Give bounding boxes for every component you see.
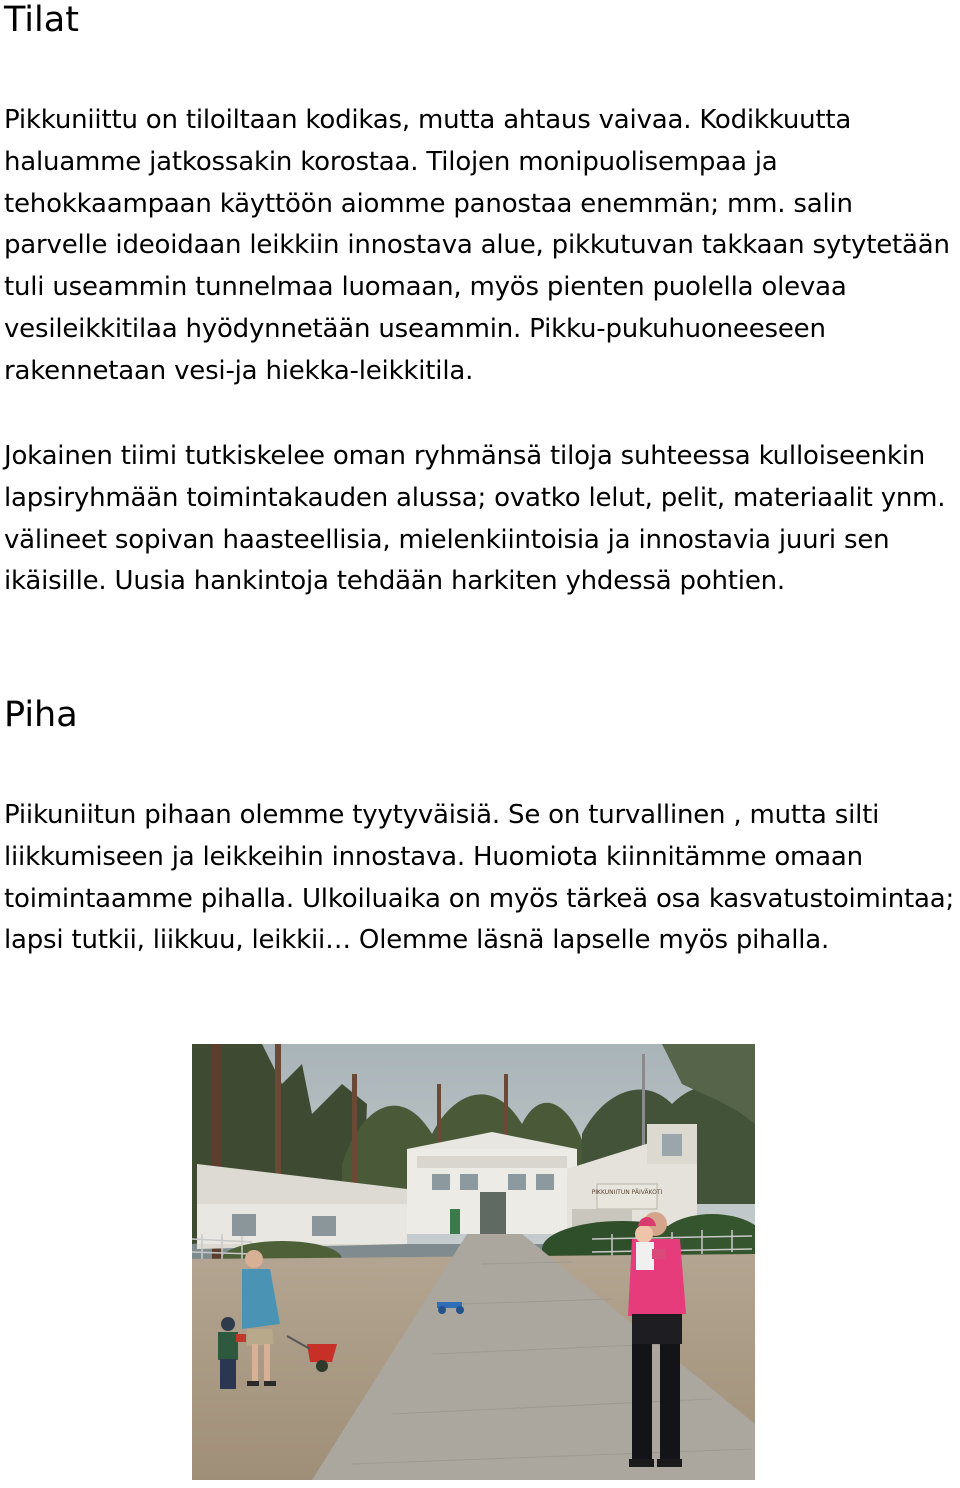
daycare-building xyxy=(407,1132,577,1234)
paragraph-piha-1: Piikuniitun pihaan olemme tyytyväisiä. Se on turvallinen , mutta silti liikkumiseen ja leikkeihin innostava. Huomiota kiinnitämme omaan toimintaamme pihalla. Ulkoiluaika on myös tärkeä osa kasvatustoimintaa; lapsi tutkii, liikkuu, leikkii… Olemme läsnä lapselle myös pihalla. xyxy=(4,800,955,956)
paragraph-tilat-2: Jokainen tiimi tutkiskelee oman ryhmänsä tiloja suhteessa kulloiseenkin lapsiryhmään toimintakauden alussa; ovatko lelut, pelit, materiaalit ynm. välineet sopivan haasteellisia, mielenkiintoisia ja innostavia juuri sen ikäisille. Uusia hankintoja tehdään harkiten yhdessä pohtien. xyxy=(4,441,946,597)
building-sign-text: PIKKUNIITUN PÄIVÄKOTI xyxy=(591,1189,663,1196)
paragraph-tilat-1: Pikkuniittu on tiloiltaan kodikas, mutta ahtaus vaivaa. Kodikkuutta haluamme jatkossakin korostaa. Tilojen monipuolisempaa ja tehokkaampaan käyttöön aiomme panostaa enemmän; mm. salin parvelle ideoidaan leikkiin innostava alue, pikkutuvan takkaan sytytetään tuli useammin tunnelmaa luomaan, myös pienten puolella olevaa vesileikkitilaa hyödynnetään useammin. Pikku-pukuhuoneeseen rakennetaan vesi-ja hiekka-leikkitila. xyxy=(4,105,950,386)
daycare-yard-photo xyxy=(192,1044,755,1480)
section-title-piha: Piha xyxy=(4,695,78,735)
section-title-tilat: Tilat xyxy=(4,0,79,40)
